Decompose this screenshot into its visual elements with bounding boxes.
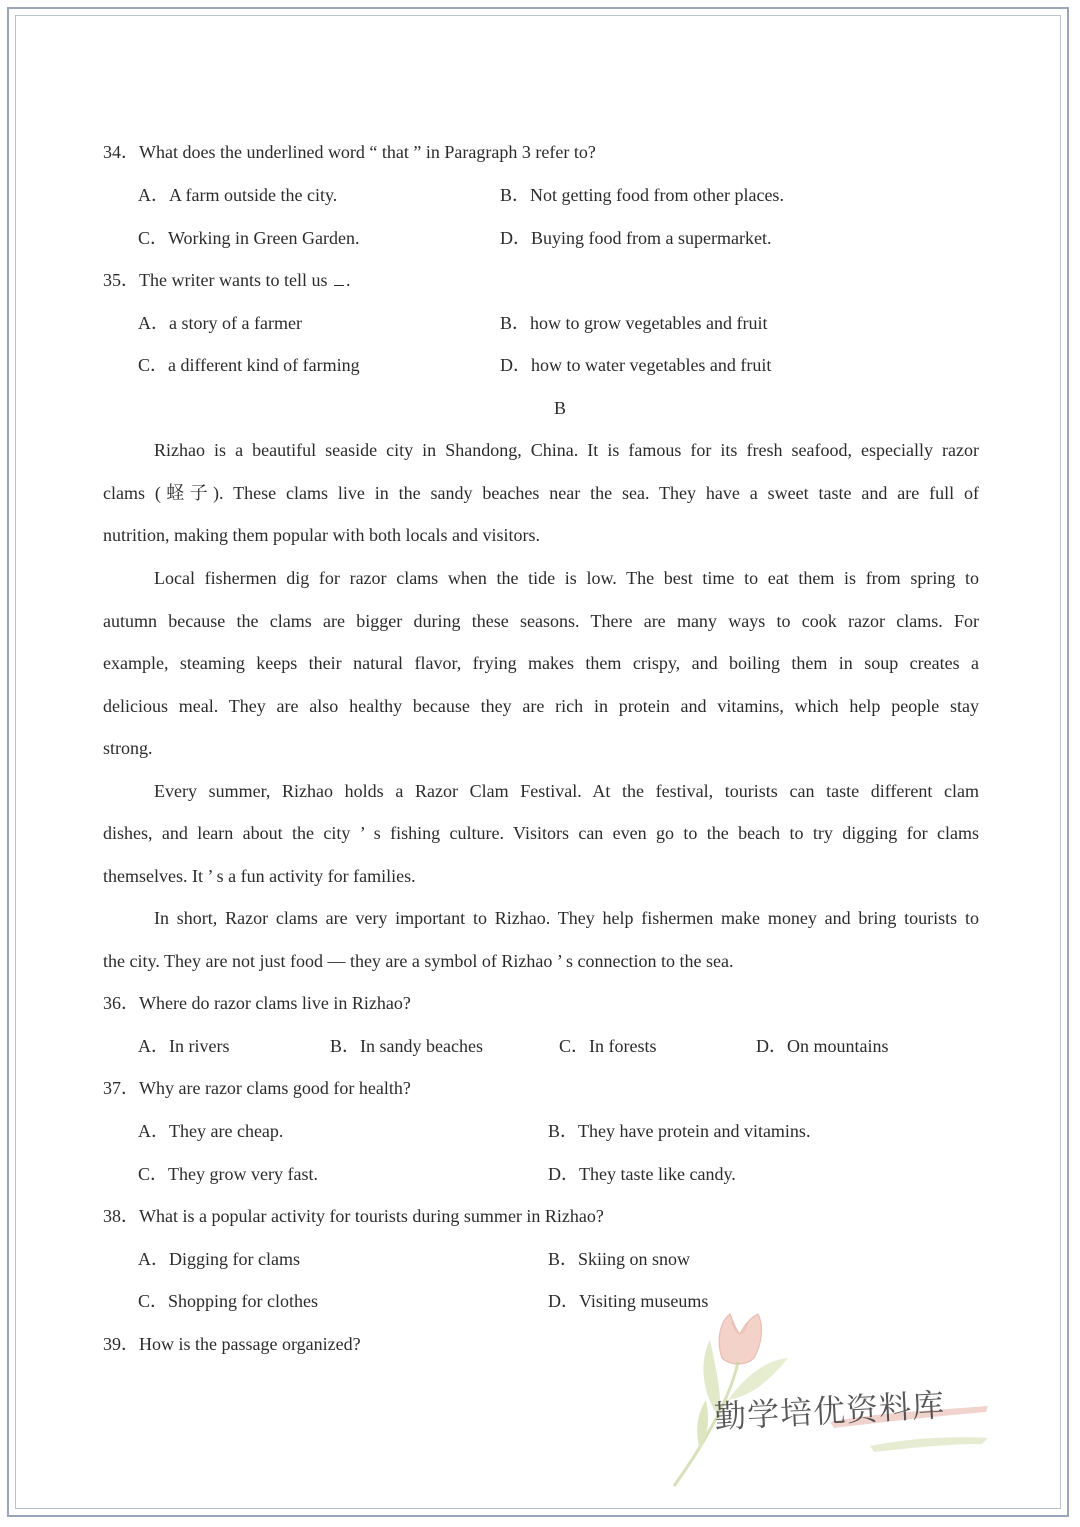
q38-option-c: C．Shopping for clothes: [138, 1291, 318, 1311]
p2-line-5: strong.: [103, 738, 153, 758]
q34-option-b: B．Not getting food from other places.: [500, 185, 784, 205]
p3-line-3: themselves. It ’ s a fun activity for families.: [103, 866, 416, 886]
q37-stem: 37．Why are razor clams good for health?: [103, 1078, 411, 1098]
q35-stem-text: 35．The writer wants to tell us: [103, 270, 332, 290]
p1-line-3: nutrition, making them popular with both locals and visitors.: [103, 525, 540, 545]
p1-line-1: Rizhao is a beautiful seaside city in Shandong, China. It is famous for its fresh seafood, especially razor: [154, 440, 979, 460]
q36-option-d: D．On mountains: [756, 1036, 889, 1056]
q38-stem: 38．What is a popular activity for tourists during summer in Rizhao?: [103, 1206, 604, 1226]
q34-option-c: C．Working in Green Garden.: [138, 228, 360, 248]
q37-option-c: C．They grow very fast.: [138, 1164, 318, 1184]
q38-option-d: D．Visiting museums: [548, 1291, 709, 1311]
q34-option-a: A．A farm outside the city.: [138, 185, 338, 205]
p2-line-4: delicious meal. They are also healthy because they are rich in protein and vitamins, which help people stay: [103, 696, 979, 716]
q35-stem: [103, 268, 350, 292]
q38-option-b: B．Skiing on snow: [548, 1249, 691, 1269]
p2-line-3: example, steaming keeps their natural flavor, frying makes them crispy, and boiling them in soup creates a: [103, 653, 979, 673]
q35-option-b: B．how to grow vegetables and fruit: [500, 313, 768, 333]
q39-stem: 39．How is the passage organized?: [103, 1334, 361, 1354]
q34-stem: 34．What does the underlined word “ that ” in Paragraph 3 refer to?: [103, 142, 596, 162]
passage-title: B: [553, 398, 566, 418]
p4-line-1: In short, Razor clams are very important to Rizhao. They help fishermen make money and bring tourists to: [154, 908, 979, 928]
q36-option-c: C．In forests: [559, 1036, 657, 1056]
answer-blank: [334, 271, 344, 286]
q37-option-a: A．They are cheap.: [138, 1121, 284, 1141]
p1-line-2: clams (蛏子). These clams live in the sandy beaches near the sea. They have a sweet taste and are full of: [103, 483, 979, 503]
p2-line-1: Local fishermen dig for razor clams when the tide is low. The best time to eat them is from spring to: [154, 568, 979, 588]
watermark-text: 勤学培优资料库: [713, 1385, 946, 1437]
p3-line-1: Every summer, Rizhao holds a Razor Clam Festival. At the festival, tourists can taste different clam: [154, 781, 979, 801]
q38-option-a: A．Digging for clams: [138, 1249, 300, 1269]
q35-option-d: D．how to water vegetables and fruit: [500, 355, 772, 375]
p3-line-2: dishes, and learn about the city ’ s fishing culture. Visitors can even go to the beach to try digging for clams: [103, 823, 979, 843]
tulip-flower-icon: [719, 1314, 761, 1364]
q37-option-b: B．They have protein and vitamins.: [548, 1121, 811, 1141]
q37-option-d: D．They taste like candy.: [548, 1164, 736, 1184]
q36-stem: 36．Where do razor clams live in Rizhao?: [103, 993, 411, 1013]
q35-option-a: A．a story of a farmer: [138, 313, 302, 333]
q36-option-a: A．In rivers: [138, 1036, 230, 1056]
q35-stem-end: .: [345, 270, 351, 290]
p4-line-2: the city. They are not just food — they are a symbol of Rizhao ’ s connection to the sea.: [103, 951, 734, 971]
q35-option-c: C．a different kind of farming: [138, 355, 360, 375]
q36-option-b: B．In sandy beaches: [330, 1036, 483, 1056]
q34-option-d: D．Buying food from a supermarket.: [500, 228, 772, 248]
p2-line-2: autumn because the clams are bigger during these seasons. There are many ways to cook razor clams. For: [103, 611, 979, 631]
